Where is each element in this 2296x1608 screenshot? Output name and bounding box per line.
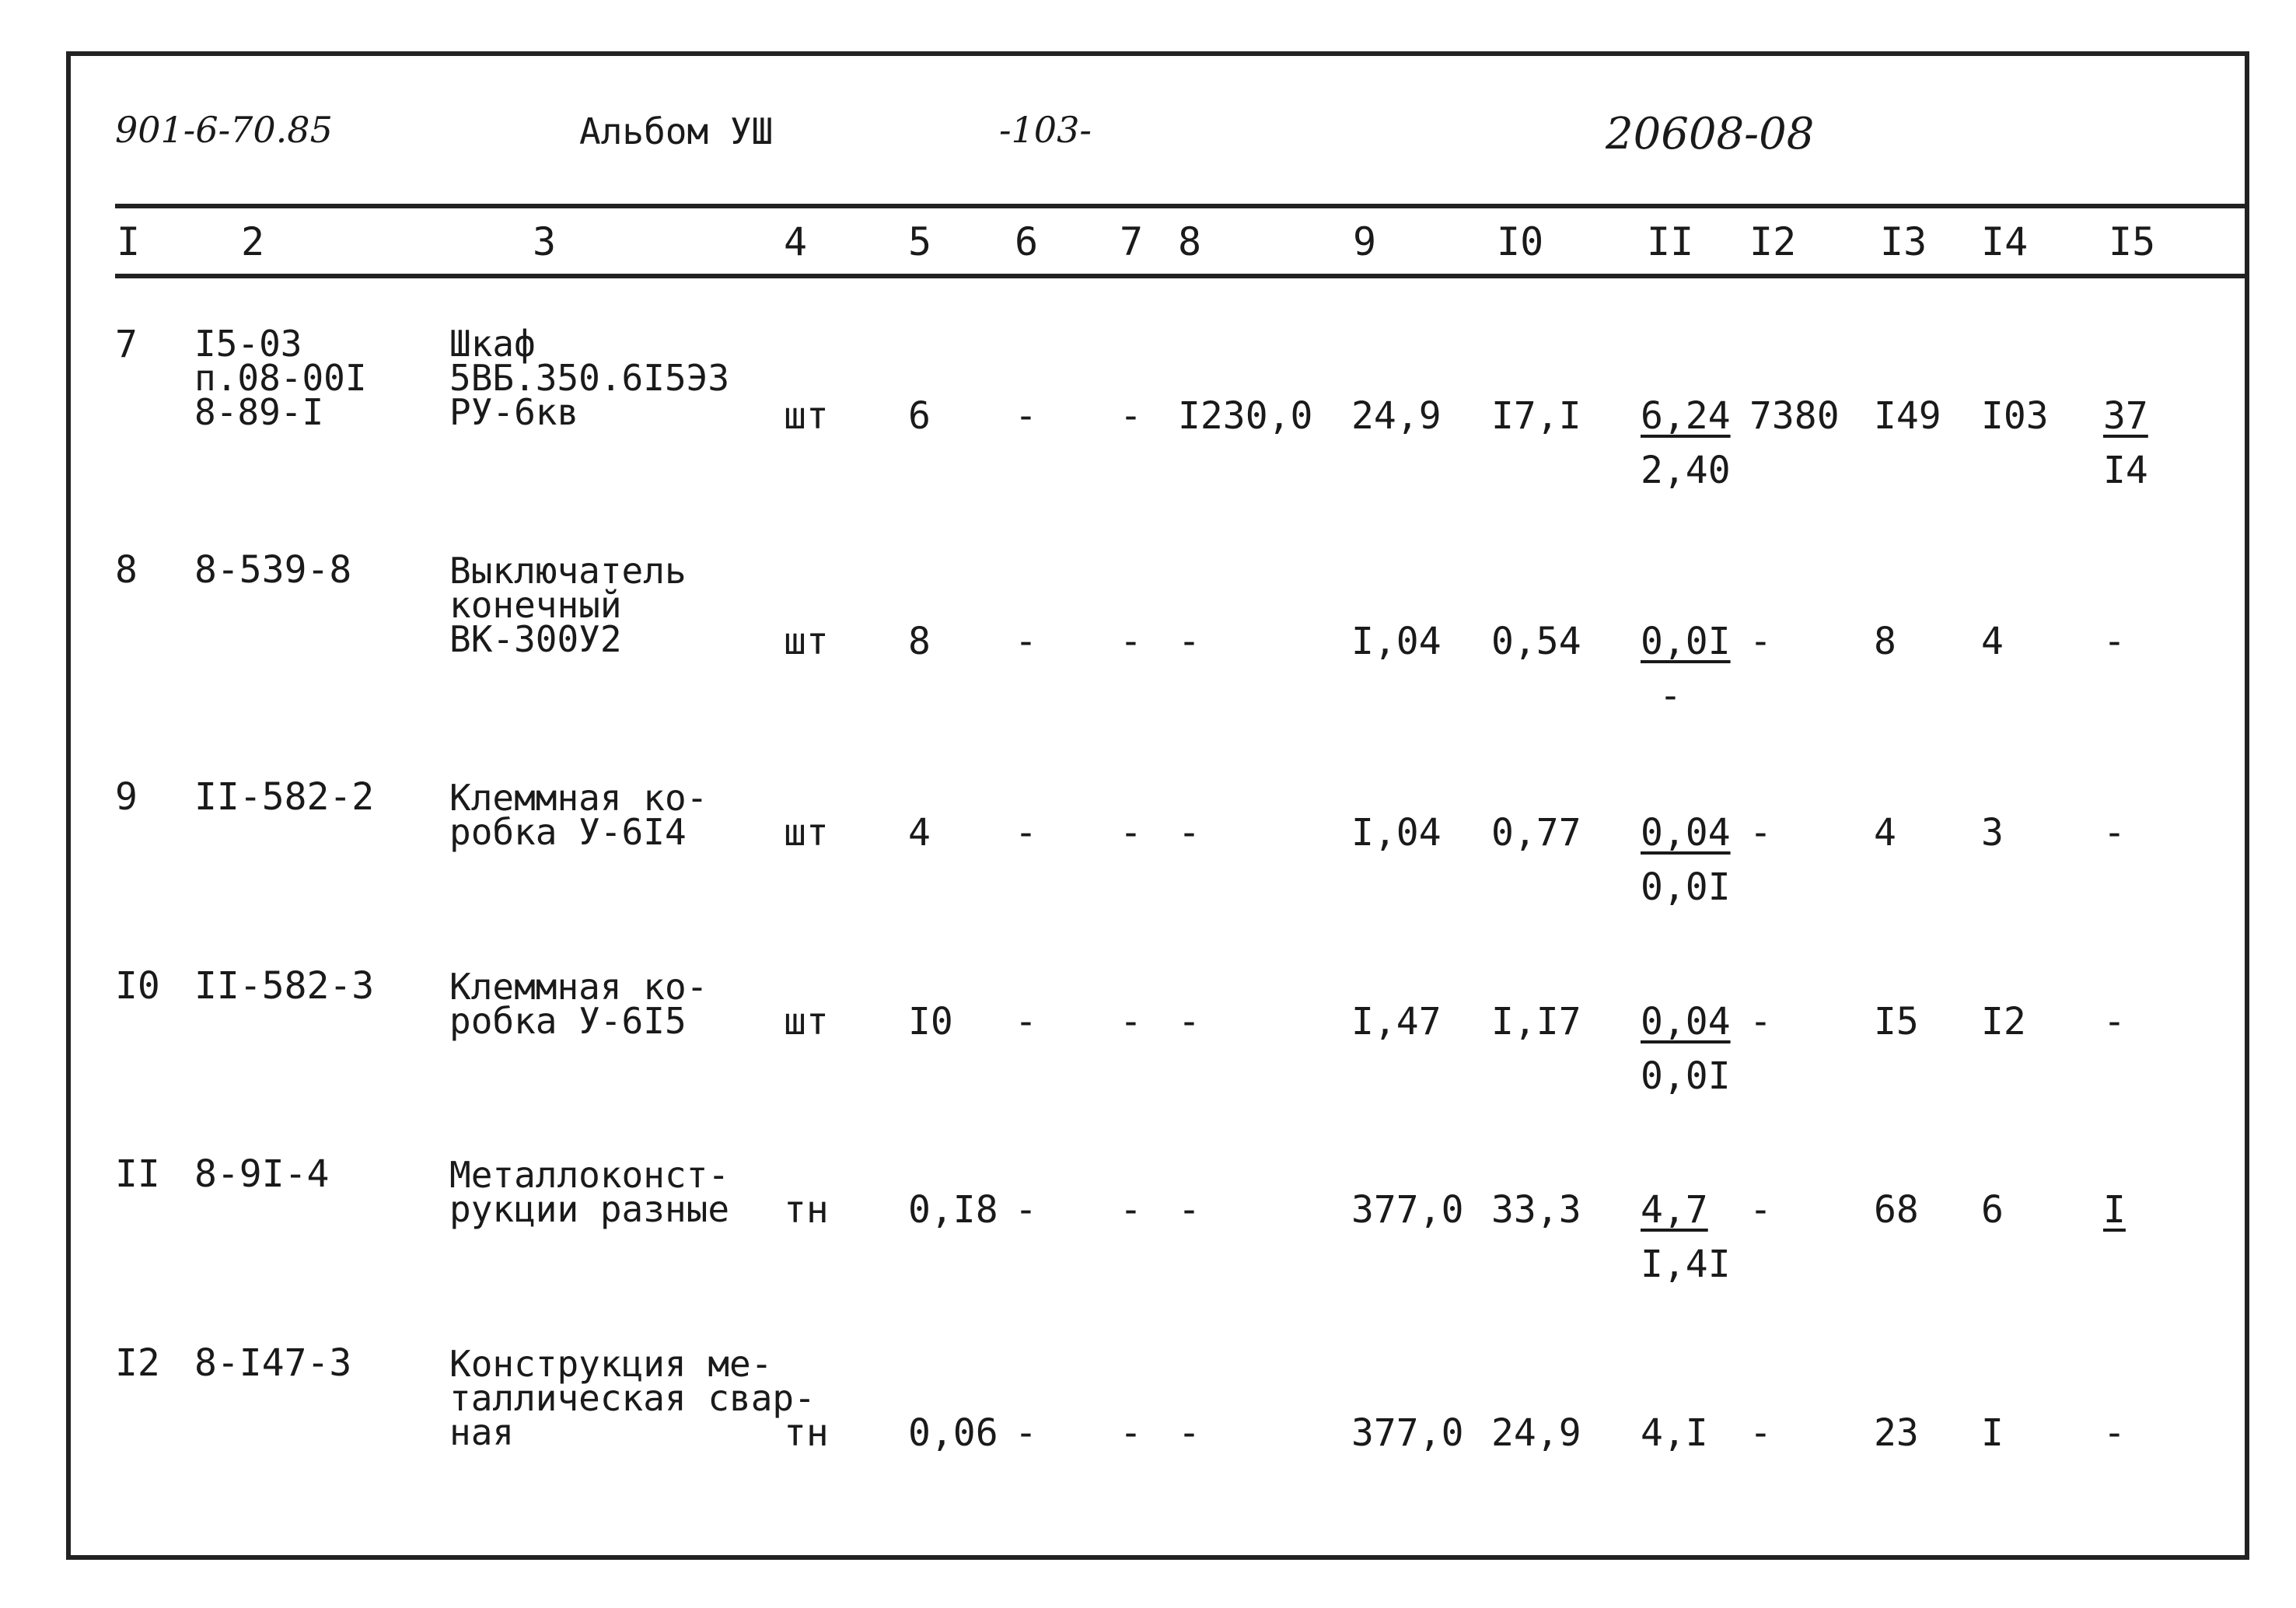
col11-numerator: 4,7: [1641, 1188, 1708, 1232]
col15-value: -: [2103, 1411, 2126, 1455]
col8-value: I230,0: [1178, 394, 1313, 438]
col-header-6: 6: [1015, 219, 1039, 264]
col10-value: 0,77: [1491, 811, 1581, 855]
item-name: Шкаф 5ВБ.350.6I5ЭЗ РУ-6кв: [449, 323, 730, 433]
col13-value: 23: [1874, 1411, 1919, 1455]
col8-value: -: [1178, 1000, 1200, 1043]
row-number: 8: [115, 548, 138, 592]
item-name: Клеммная ко- робка У-6I4: [449, 777, 708, 853]
col-header-13: I3: [1880, 219, 1927, 264]
unit: тн: [784, 1188, 829, 1232]
col7-value: -: [1120, 1000, 1142, 1043]
col-header-12: I2: [1749, 219, 1797, 264]
reference-code: I5-03 п.08-00I 8-89-I: [194, 323, 367, 433]
col-header-4: 4: [784, 219, 808, 264]
col11-fraction: [1641, 389, 1731, 498]
row-number: I2: [115, 1341, 160, 1385]
col11-fraction: [1641, 995, 1731, 1103]
col10-value: 0,54: [1491, 620, 1581, 663]
row-number: 7: [115, 323, 138, 366]
header-bottom-rule: [115, 274, 2249, 278]
album-label: Альбом УШ: [579, 110, 774, 152]
col15-numerator: I: [2103, 1188, 2126, 1232]
doc-code: 901-6-70.85: [115, 109, 333, 151]
col6-value: -: [1015, 811, 1037, 855]
col13-value: I5: [1874, 1000, 1919, 1043]
col-header-7: 7: [1120, 219, 1144, 264]
col12-value: -: [1749, 811, 1772, 855]
col-header-3: 3: [533, 219, 557, 264]
col9-value: I,47: [1351, 1000, 1442, 1043]
unit: шт: [784, 394, 829, 438]
quantity: I0: [908, 1000, 953, 1043]
col14-value: I03: [1981, 394, 2049, 438]
col11-denominator: I,4I: [1641, 1243, 1731, 1286]
reference-code: 8-539-8: [194, 548, 352, 592]
item-name: Выключатель конечный ВК-300У2: [449, 550, 687, 660]
col6-value: -: [1015, 1188, 1037, 1232]
col11-value: 4,I: [1641, 1411, 1708, 1455]
item-name: Металлоконст- рукции разные: [449, 1154, 730, 1230]
col13-value: 4: [1874, 811, 1896, 855]
col-header-1: I: [117, 219, 141, 264]
col11-denominator: -: [1659, 674, 1682, 718]
quantity: 6: [908, 394, 931, 438]
unit: тн: [784, 1411, 829, 1455]
item-name: Клеммная ко- робка У-6I5: [449, 966, 708, 1042]
col-header-14: I4: [1981, 219, 2029, 264]
col10-value: I7,I: [1491, 394, 1581, 438]
col11-fraction: [1641, 1183, 1731, 1292]
col11-denominator: 2,40: [1641, 449, 1731, 492]
col-header-15: I5: [2109, 219, 2156, 264]
col6-value: -: [1015, 1411, 1037, 1455]
row-number: 9: [115, 775, 138, 819]
col7-value: -: [1120, 1411, 1142, 1455]
col-header-10: I0: [1497, 219, 1544, 264]
col-header-2: 2: [241, 219, 265, 264]
col9-value: 377,0: [1351, 1188, 1464, 1232]
col13-value: I49: [1874, 394, 1941, 438]
col11-fraction: [1641, 614, 1731, 723]
col15-value: -: [2103, 1000, 2126, 1043]
col6-value: -: [1015, 1000, 1037, 1043]
col7-value: -: [1120, 620, 1142, 663]
col15-fraction: [2103, 1183, 2126, 1237]
reference-code: 8-I47-3: [194, 1341, 352, 1385]
col13-value: 68: [1874, 1188, 1919, 1232]
col12-value: -: [1749, 1188, 1772, 1232]
col7-value: -: [1120, 1188, 1142, 1232]
col9-value: I,04: [1351, 811, 1442, 855]
col11-numerator: 0,04: [1641, 811, 1731, 855]
col8-value: -: [1178, 620, 1200, 663]
col-header-5: 5: [908, 219, 932, 264]
col7-value: -: [1120, 394, 1142, 438]
header-top-rule: [115, 204, 2249, 208]
col15-denominator: I4: [2103, 449, 2148, 492]
doc-number: 20608-08: [1606, 109, 1815, 159]
col10-value: 33,3: [1491, 1188, 1581, 1232]
quantity: 8: [908, 620, 931, 663]
col15-value: -: [2103, 811, 2126, 855]
col6-value: -: [1015, 620, 1037, 663]
col11-numerator: 6,24: [1641, 394, 1731, 438]
col14-value: I2: [1981, 1000, 2026, 1043]
col11-numerator: 0,0I: [1641, 620, 1731, 663]
col12-value: 7380: [1749, 394, 1840, 438]
page-number: -103-: [999, 109, 1092, 151]
col8-value: -: [1178, 1411, 1200, 1455]
quantity: 0,I8: [908, 1188, 998, 1232]
col8-value: -: [1178, 811, 1200, 855]
reference-code: II-582-2: [194, 775, 375, 819]
col11-denominator: 0,0I: [1641, 865, 1731, 909]
row-number: II: [115, 1152, 160, 1196]
reference-code: 8-9I-4: [194, 1152, 330, 1196]
col14-value: 4: [1981, 620, 2004, 663]
col10-value: I,I7: [1491, 1000, 1581, 1043]
col12-value: -: [1749, 620, 1772, 663]
quantity: 4: [908, 811, 931, 855]
col-header-9: 9: [1353, 219, 1377, 264]
quantity: 0,06: [908, 1411, 998, 1455]
col-header-11: II: [1647, 219, 1694, 264]
col-header-8: 8: [1178, 219, 1202, 264]
col10-value: 24,9: [1491, 1411, 1581, 1455]
col14-value: 6: [1981, 1188, 2004, 1232]
col13-value: 8: [1874, 620, 1896, 663]
col12-value: -: [1749, 1411, 1772, 1455]
col7-value: -: [1120, 811, 1142, 855]
col15-fraction: [2103, 389, 2148, 498]
col14-value: 3: [1981, 811, 2004, 855]
col11-fraction: [1641, 806, 1731, 914]
unit: шт: [784, 620, 829, 663]
col11-numerator: 0,04: [1641, 1000, 1731, 1043]
reference-code: II-582-3: [194, 964, 375, 1008]
row-number: I0: [115, 964, 160, 1008]
item-name: Конструкция ме- таллическая свар- ная: [449, 1343, 816, 1453]
col15-numerator: 37: [2103, 394, 2148, 438]
col9-value: 24,9: [1351, 394, 1442, 438]
col14-value: I: [1981, 1411, 2004, 1455]
col6-value: -: [1015, 394, 1037, 438]
col8-value: -: [1178, 1188, 1200, 1232]
col9-value: I,04: [1351, 620, 1442, 663]
unit: шт: [784, 811, 829, 855]
unit: шт: [784, 1000, 829, 1043]
col9-value: 377,0: [1351, 1411, 1464, 1455]
col15-value: -: [2103, 620, 2126, 663]
col12-value: -: [1749, 1000, 1772, 1043]
col11-denominator: 0,0I: [1641, 1054, 1731, 1098]
